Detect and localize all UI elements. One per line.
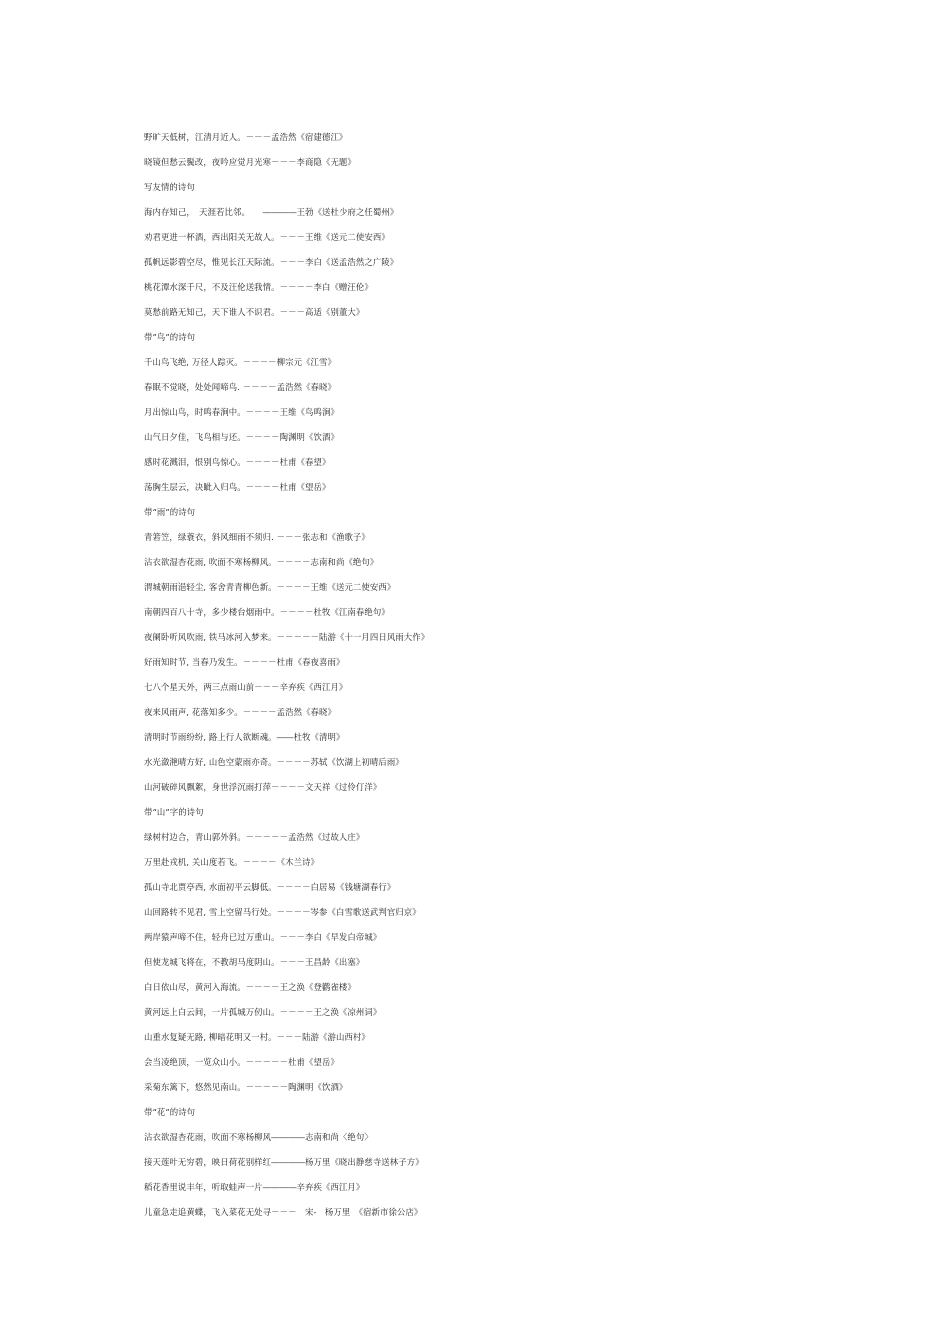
text-line: 好雨知时节, 当春乃发生。－－－－杜甫《春夜喜雨》	[144, 657, 345, 667]
text-line: 带“山”字的诗句	[144, 807, 204, 817]
text-line: 月出惊山鸟，时鸣春涧中。－－－－王维《鸟鸣涧》	[144, 407, 339, 417]
text-line: 沾衣欲湿杏花雨，吹面不寒杨柳风――――志南和尚〈绝句〉	[144, 1132, 373, 1142]
text-line: 会当凌绝顶，一览众山小。－－－－－杜甫《望岳》	[144, 1057, 339, 1067]
text-line: 采菊东篱下，悠然见南山。－－－－－陶渊明《饮酒》	[144, 1082, 348, 1092]
text-line: 黄河远上白云间，一片孤城万仞山。－－－－王之涣《凉州词》	[144, 1007, 382, 1017]
text-line: 海内存知己， 天涯若比邻。 ――――王勃《送杜少府之任蜀州》	[144, 207, 399, 217]
text-line: 南朝四百八十寺，多少楼台烟雨中。－－－－杜牧《江南春绝句》	[144, 607, 390, 617]
text-line: 野旷天低树，江清月近人。－－－孟浩然《宿建德江》	[144, 132, 348, 142]
text-line: 夜阑卧听风吹雨, 铁马冰河入梦来。－－－－－陆游《十一月四日风雨大作》	[144, 632, 430, 642]
text-line: 荡胸生层云，决眦入归鸟。－－－－杜甫《望岳》	[144, 482, 331, 492]
text-line: 清明时节雨纷纷, 路上行人欲断魂。――杜牧《清明》	[144, 732, 345, 742]
text-line: 山气日夕佳，飞鸟相与还。－－－－陶渊明《饮酒》	[144, 432, 339, 442]
text-line: 青箬笠，绿蓑衣，斜风细雨不须归. －－－张志和《渔歌子》	[144, 532, 370, 542]
text-line: 七八个星天外，两三点雨山前－－－辛弃疾《西江月》	[144, 682, 348, 692]
text-line: 感时花溅泪，恨别鸟惊心。－－－－杜甫《春望》	[144, 457, 331, 467]
text-line: 儿童急走追黄蝶，飞入菜花无处寻－－－ 宋- 杨万里 《宿新市徐公店》	[144, 1207, 423, 1217]
text-line: 孤山寺北贾亭西, 水面初平云脚低。－－－－白居易《钱塘湖春行》	[144, 882, 396, 892]
text-line: 两岸猿声啼不住，轻舟已过万重山。－－－李白《早发白帝城》	[144, 932, 382, 942]
text-line: 晓镜但愁云鬓改，夜吟应觉月光寒－－－李商隐《无题》	[144, 157, 356, 167]
text-line: 带”鸟”的诗句	[144, 332, 196, 342]
document-body	[144, 126, 844, 1226]
text-line: 莫愁前路无知己，天下谁人不识君。－－－高适《别董大》	[144, 307, 365, 317]
text-line: 劝君更进一杯酒，西出阳关无故人。－－－王维《送元二使安西》	[144, 232, 390, 242]
text-line: 白日依山尽，黄河入海流。－－－－王之涣《登鹳雀楼》	[144, 982, 356, 992]
text-line: 千山鸟飞绝, 万径人踪灭。－－－－柳宗元《江雪》	[144, 357, 336, 367]
text-line: 接天莲叶无穷碧，映日荷花别样红――――杨万里《晓出静慈寺送林子方》	[144, 1157, 424, 1167]
text-line: 绿树村边合，青山郭外斜。－－－－－孟浩然《过故人庄》	[144, 832, 365, 842]
text-line: 渭城朝雨浥轻尘, 客舍青青柳色新。－－－－王维《送元二使安西》	[144, 582, 396, 592]
text-line: 山回路转不见君, 雪上空留马行处。－－－－岑参《白雪歌送武判官归京》	[144, 907, 421, 917]
text-line: 夜来风雨声, 花落知多少。－－－－孟浩然《春晓》	[144, 707, 336, 717]
text-line: 孤帆远影碧空尽，惟见长江天际流。－－－李白《送孟浩然之广陵》	[144, 257, 399, 267]
text-line: 山重水复疑无路, 柳暗花明又一村。－－－陆游《游山西村》	[144, 1032, 370, 1042]
text-line: 稻花香里说丰年，听取蛙声一片――――辛弃疾《西江月》	[144, 1182, 365, 1192]
text-line: 沾衣欲湿杏花雨, 吹面不寒杨柳风。－－－－志南和尚《绝句》	[144, 557, 379, 567]
text-line: 水光潋滟晴方好, 山色空蒙雨亦奇。－－－－苏轼《饮湖上初晴后雨》	[144, 757, 404, 767]
text-line: 带“花”的诗句	[144, 1107, 196, 1117]
text-line: 桃花潭水深千尺，不及汪伦送我情。－－－－李白《赠汪伦》	[144, 282, 373, 292]
text-line: 春眠不觉晓，处处闻啼鸟. －－－－孟浩然《春晓》	[144, 382, 336, 392]
text-line: 但使龙城飞将在，不教胡马度阴山。－－－王昌龄《出塞》	[144, 957, 365, 967]
text-line: 山河破碎风飘絮，身世浮沉雨打萍－－－－文天祥《过伶仃洋》	[144, 782, 382, 792]
text-line: 万里赴戎机, 关山度若飞。－－－－《木兰诗》	[144, 857, 320, 867]
text-line: 带“雨”的诗句	[144, 507, 196, 517]
text-line: 写友情的诗句	[144, 182, 195, 192]
